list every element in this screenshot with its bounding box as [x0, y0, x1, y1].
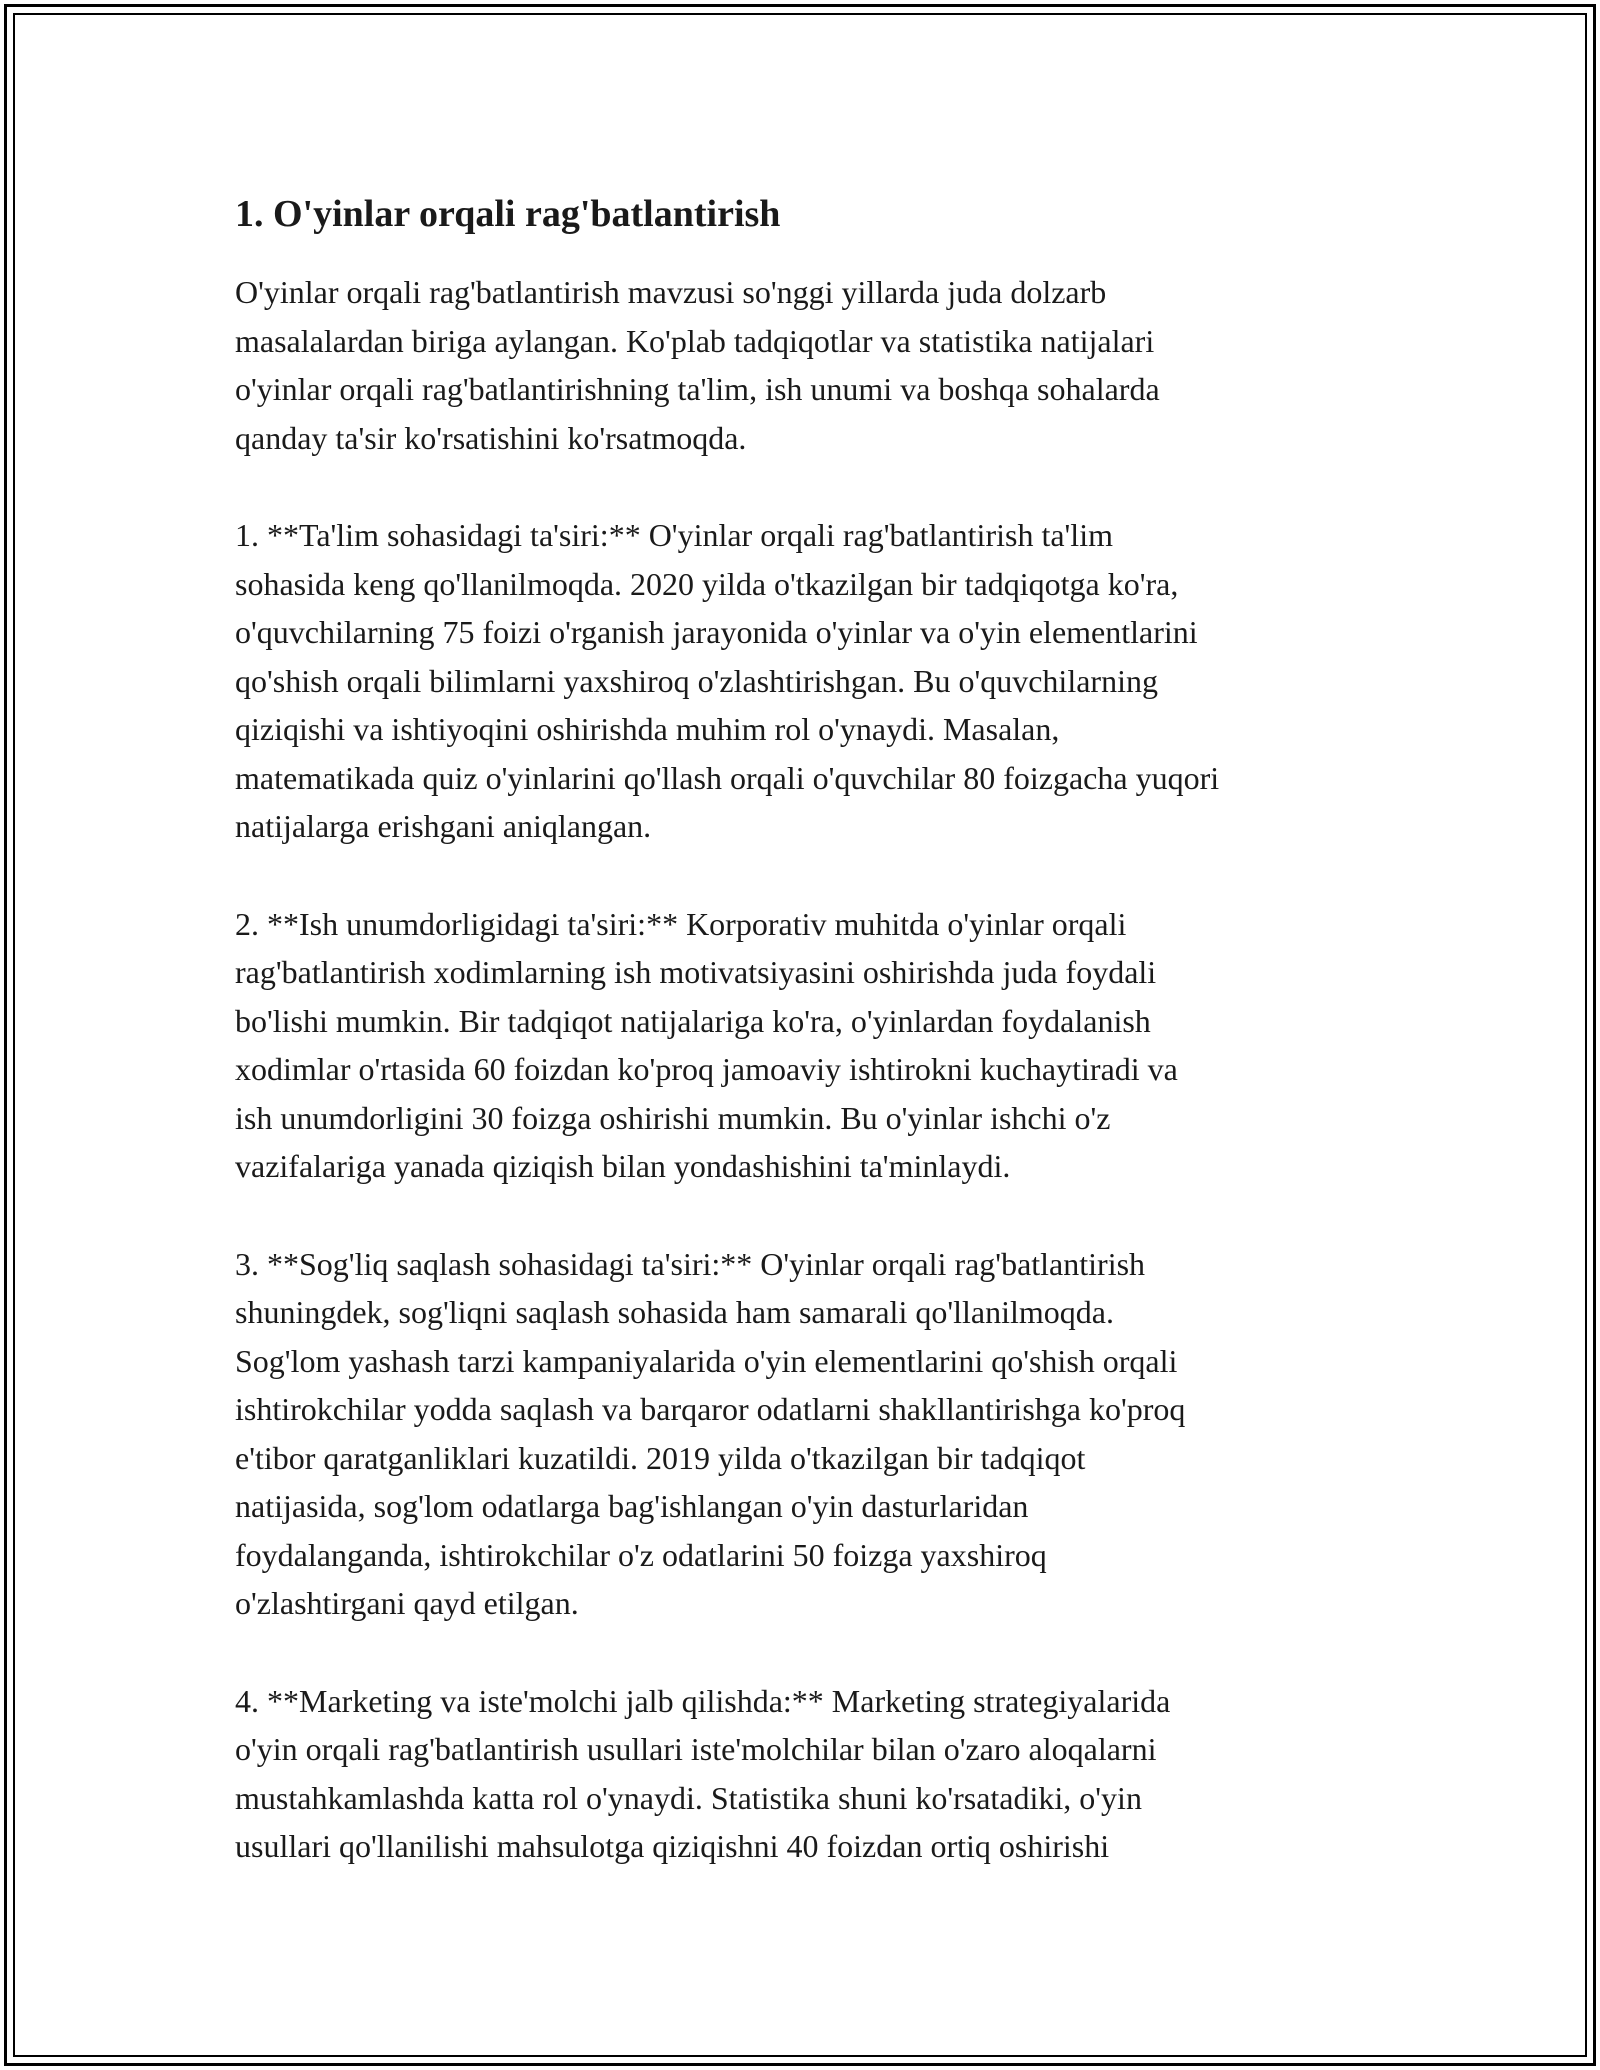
- paragraph-education-impact: 1. **Ta'lim sohasidagi ta'siri:** O'yinlar orqali rag'batlantirish ta'lim sohasida keng qo'llanilmoqda. 2020 yilda o'tkazilgan bir tadqiqotga ko'ra, o'quvchilarning 75 foizi o'rganish jarayonida o'yinlar va o'yin elementlarini qo'shish orqali bilimlarni yaxshiroq o'zlashtirishgan. Bu o'quvchilarning qiziqishi va ishtiyoqini oshirishda muhim rol o'ynaydi. Masalan, matematikada quiz o'yinlarini qo'llash orqali o'quvchilar 80 foizgacha yuqori natijalarga erishgani aniqlangan.: [235, 517, 1220, 844]
- intro-paragraph: O'yinlar orqali rag'batlantirish mavzusi so'nggi yillarda juda dolzarb masalalardan biriga aylangan. Ko'plab tadqiqotlar va statistika natijalari o'yinlar orqali rag'batlantirishning ta'lim, ish unumi va boshqa sohalarda qanday ta'sir ko'rsatishini ko'rsatmoqda.: [235, 274, 1160, 456]
- document-body: [235, 190, 1375, 1920]
- paragraph-work-productivity-impact: 2. **Ish unumdorligidagi ta'siri:** Korporativ muhitda o'yinlar orqali rag'batlantirish xodimlarning ish motivatsiyasini oshirishda juda foydali bo'lishi mumkin. Bir tadqiqot natijalariga ko'ra, o'yinlardan foydalanish xodimlar o'rtasida 60 foizdan ko'proq jamoaviy ishtirokni kuchaytiradi va ish unumdorligini 30 foizga oshirishi mumkin. Bu o'yinlar ishchi o'z vazifalariga yanada qiziqish bilan yondashishini ta'minlaydi.: [235, 905, 1178, 1184]
- paragraph-healthcare-impact: 3. **Sog'liq saqlash sohasidagi ta'siri:** O'yinlar orqali rag'batlantirish shuningdek, sog'liqni saqlash sohasida ham samarali qo'llanilmoqda. Sog'lom yashash tarzi kampaniyalarida o'yin elementlarini qo'shish orqali ishtirokchilar yodda saqlash va barqaror odatlarni shakllantirishga ko'proq e'tibor qaratganliklari kuzatildi. 2019 yilda o'tkazilgan bir tadqiqot natijasida, sog'lom odatlarga bag'ishlangan o'yin dasturlaridan foydalanganda, ishtirokchilar o'z odatlarini 50 foizga yaxshiroq o'zlashtirgani qayd etilgan.: [235, 1245, 1186, 1621]
- paragraph-marketing-engagement: 4. **Marketing va iste'molchi jalb qilishda:** Marketing strategiyalarida o'yin orqali rag'batlantirish usullari iste'molchilar bilan o'zaro aloqalarni mustahkamlashda katta rol o'ynaydi. Statistika shuni ko'rsatadiki, o'yin usullari qo'llanilishi mahsulotga qiziqishni 40 foizdan ortiq oshirishi: [235, 1682, 1171, 1864]
- section-title: 1. O'yinlar orqali rag'batlantirish: [235, 193, 781, 235]
